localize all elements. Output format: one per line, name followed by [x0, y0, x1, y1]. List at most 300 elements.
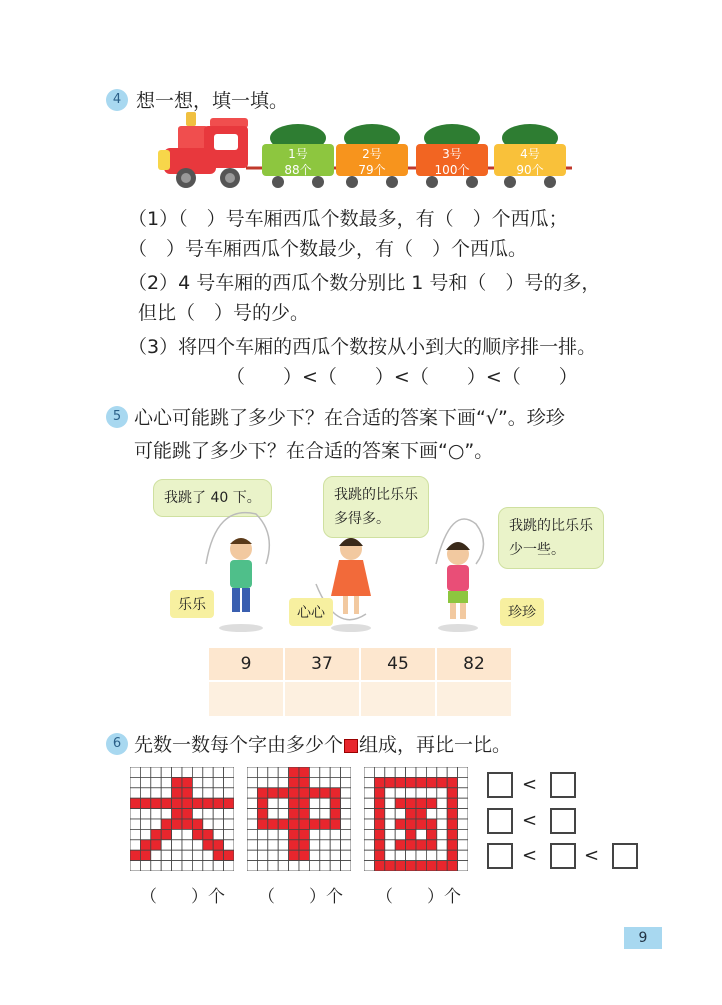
empty-cell [161, 788, 171, 798]
empty-cell [309, 829, 319, 839]
empty-cell [385, 840, 395, 850]
q4-line-5: （3）将四个车厢的西瓜个数按从小到大的顺序排一排。 [128, 336, 597, 358]
filled-cell [374, 850, 384, 860]
empty-cell [151, 850, 161, 860]
filled-cell [172, 809, 182, 819]
empty-cell [364, 809, 374, 819]
empty-cell [192, 777, 202, 787]
empty-cell [247, 829, 257, 839]
filled-cell [151, 829, 161, 839]
empty-cell [257, 861, 267, 871]
empty-cell [213, 819, 223, 829]
empty-cell [278, 840, 288, 850]
empty-cell [130, 777, 140, 787]
empty-cell [341, 809, 351, 819]
filled-cell [426, 798, 436, 808]
empty-cell [385, 829, 395, 839]
empty-cell [140, 819, 150, 829]
empty-cell [213, 767, 223, 777]
car-1-count: 88个 [284, 163, 312, 177]
empty-cell [278, 777, 288, 787]
empty-cell [130, 819, 140, 829]
empty-cell [341, 777, 351, 787]
empty-cell [416, 829, 426, 839]
empty-cell [320, 861, 330, 871]
filled-cell [289, 777, 299, 787]
filled-cell [299, 798, 309, 808]
answer-mark-cell[interactable] [284, 681, 360, 717]
car-1-name: 1号 [288, 147, 308, 161]
empty-cell [151, 819, 161, 829]
bubble-zhenzhen-line-2: 少一些。 [509, 542, 565, 558]
compare-box[interactable] [550, 808, 576, 834]
empty-cell [151, 788, 161, 798]
option-cell: 9 [208, 647, 284, 681]
filled-cell [447, 829, 457, 839]
filled-cell [161, 829, 171, 839]
filled-cell [374, 840, 384, 850]
filled-cell [161, 819, 171, 829]
name-tag-xinxin: 心心 [289, 598, 333, 626]
question-number-5: 5 [106, 406, 128, 428]
empty-cell [151, 809, 161, 819]
empty-cell [182, 850, 192, 860]
filled-cell [289, 809, 299, 819]
empty-cell [257, 767, 267, 777]
filled-cell [330, 788, 340, 798]
empty-cell [364, 819, 374, 829]
empty-cell [364, 850, 374, 860]
filled-cell [213, 840, 223, 850]
filled-cell [416, 819, 426, 829]
filled-cell [192, 798, 202, 808]
empty-cell [385, 850, 395, 860]
filled-cell [447, 798, 457, 808]
filled-cell [224, 850, 234, 860]
compare-box[interactable] [487, 808, 513, 834]
empty-cell [406, 788, 416, 798]
empty-cell [437, 809, 447, 819]
empty-cell [278, 767, 288, 777]
empty-cell [289, 861, 299, 871]
filled-cell [406, 777, 416, 787]
empty-cell [395, 829, 405, 839]
filled-cell [330, 819, 340, 829]
filled-cell [374, 798, 384, 808]
empty-cell [364, 829, 374, 839]
empty-cell [257, 840, 267, 850]
empty-cell [320, 829, 330, 839]
empty-cell [140, 809, 150, 819]
empty-cell [330, 861, 340, 871]
empty-cell [385, 767, 395, 777]
empty-cell [268, 777, 278, 787]
empty-cell [247, 861, 257, 871]
question-number-6: 6 [106, 733, 128, 755]
filled-cell [182, 819, 192, 829]
filled-cell [289, 850, 299, 860]
filled-cell [289, 819, 299, 829]
empty-cell [458, 767, 468, 777]
empty-cell [385, 809, 395, 819]
filled-cell [161, 798, 171, 808]
filled-cell [416, 809, 426, 819]
empty-cell [341, 819, 351, 829]
empty-cell [437, 840, 447, 850]
filled-cell [299, 777, 309, 787]
empty-cell [182, 861, 192, 871]
empty-cell [458, 788, 468, 798]
answer-options-table [207, 646, 513, 718]
empty-cell [320, 809, 330, 819]
count-blank-zhong[interactable]: （ ）个 [258, 887, 343, 907]
empty-cell [161, 850, 171, 860]
empty-cell [364, 788, 374, 798]
filled-cell [447, 850, 457, 860]
child-lele-figure [206, 513, 269, 632]
q4-line-4: 但比（ ）号的少。 [138, 302, 310, 324]
filled-cell [203, 798, 213, 808]
empty-cell [416, 767, 426, 777]
car-4-count: 90个 [516, 163, 544, 177]
bubble-zhenzhen-line-1: 我跳的比乐乐 [509, 518, 593, 534]
empty-cell [268, 829, 278, 839]
filled-cell [395, 861, 405, 871]
compare-box[interactable] [550, 772, 576, 798]
empty-cell [299, 861, 309, 871]
filled-cell [406, 819, 416, 829]
empty-cell [458, 809, 468, 819]
empty-cell [341, 861, 351, 871]
compare-box[interactable] [487, 772, 513, 798]
filled-cell [140, 798, 150, 808]
filled-cell [395, 798, 405, 808]
filled-cell [447, 861, 457, 871]
filled-cell [182, 777, 192, 787]
empty-cell [268, 767, 278, 777]
empty-cell [330, 840, 340, 850]
filled-cell [203, 829, 213, 839]
empty-cell [320, 798, 330, 808]
question-4-title: 想一想，填一填。 [136, 90, 289, 112]
empty-cell [130, 829, 140, 839]
count-blank-da[interactable]: （ ）个 [140, 887, 225, 907]
empty-cell [364, 777, 374, 787]
empty-cell [395, 788, 405, 798]
empty-cell [447, 767, 457, 777]
filled-cell [447, 840, 457, 850]
filled-cell [299, 767, 309, 777]
filled-cell [320, 819, 330, 829]
filled-cell [447, 819, 457, 829]
empty-cell [172, 850, 182, 860]
empty-cell [130, 809, 140, 819]
empty-cell [257, 777, 267, 787]
empty-cell [278, 850, 288, 860]
answer-mark-cell[interactable] [208, 681, 284, 717]
empty-cell [330, 767, 340, 777]
empty-cell [151, 861, 161, 871]
answer-mark-cell[interactable] [436, 681, 512, 717]
empty-cell [224, 819, 234, 829]
less-than-sign: < [584, 845, 600, 866]
filled-cell [426, 777, 436, 787]
empty-cell [130, 767, 140, 777]
empty-cell [426, 767, 436, 777]
filled-cell [182, 809, 192, 819]
empty-cell [458, 777, 468, 787]
empty-cell [224, 767, 234, 777]
empty-cell [406, 850, 416, 860]
filled-cell [182, 798, 192, 808]
empty-cell [161, 861, 171, 871]
filled-cell [374, 829, 384, 839]
empty-cell [203, 850, 213, 860]
filled-cell [437, 777, 447, 787]
filled-cell [172, 777, 182, 787]
filled-cell [406, 840, 416, 850]
empty-cell [364, 840, 374, 850]
empty-cell [437, 850, 447, 860]
filled-cell [406, 798, 416, 808]
filled-cell [289, 798, 299, 808]
filled-cell [151, 798, 161, 808]
empty-cell [309, 861, 319, 871]
empty-cell [268, 861, 278, 871]
answer-mark-cell[interactable] [360, 681, 436, 717]
empty-cell [130, 861, 140, 871]
filled-cell [257, 788, 267, 798]
filled-cell [268, 819, 278, 829]
empty-cell [268, 798, 278, 808]
character-grid-guo [364, 767, 468, 871]
empty-cell [395, 767, 405, 777]
filled-cell [172, 788, 182, 798]
empty-cell [458, 798, 468, 808]
jumping-children-illustration [196, 504, 506, 634]
empty-cell [385, 819, 395, 829]
empty-cell [278, 829, 288, 839]
filled-cell [192, 829, 202, 839]
empty-cell [416, 850, 426, 860]
filled-cell [299, 850, 309, 860]
empty-cell [309, 809, 319, 819]
count-blank-guo[interactable]: （ ）个 [376, 887, 461, 907]
empty-cell [374, 767, 384, 777]
filled-cell [406, 809, 416, 819]
empty-cell [257, 829, 267, 839]
filled-cell [130, 850, 140, 860]
empty-cell [320, 777, 330, 787]
question-number-4: 4 [106, 89, 128, 111]
empty-cell [192, 861, 202, 871]
empty-cell [341, 850, 351, 860]
filled-cell [447, 809, 457, 819]
empty-cell [247, 788, 257, 798]
train-car-2 [336, 124, 408, 188]
filled-cell [374, 809, 384, 819]
empty-cell [192, 767, 202, 777]
empty-cell [416, 788, 426, 798]
filled-cell [374, 777, 384, 787]
empty-cell [247, 850, 257, 860]
empty-cell [341, 798, 351, 808]
empty-cell [224, 777, 234, 787]
empty-cell [395, 809, 405, 819]
filled-cell [172, 798, 182, 808]
filled-cell [416, 840, 426, 850]
empty-cell [437, 788, 447, 798]
empty-cell [172, 861, 182, 871]
grid-da-cells [130, 767, 234, 871]
empty-cell [213, 777, 223, 787]
empty-cell [320, 840, 330, 850]
filled-cell [278, 819, 288, 829]
empty-cell [426, 809, 436, 819]
empty-cell [426, 850, 436, 860]
filled-cell [299, 819, 309, 829]
q4-line-2: （ ）号车厢西瓜个数最少，有（ ）个西瓜。 [128, 238, 528, 260]
empty-cell [161, 840, 171, 850]
train-car-3 [416, 124, 488, 188]
filled-cell [374, 819, 384, 829]
filled-cell [406, 829, 416, 839]
empty-cell [224, 809, 234, 819]
empty-cell [213, 788, 223, 798]
empty-cell [247, 809, 257, 819]
car-4-name: 4号 [520, 147, 540, 161]
empty-cell [458, 850, 468, 860]
bubble-lele-text: 我跳了 40 下。 [164, 490, 261, 506]
option-cell: 82 [436, 647, 512, 681]
filled-cell [426, 861, 436, 871]
empty-cell [130, 788, 140, 798]
empty-cell [247, 840, 257, 850]
empty-cell [309, 850, 319, 860]
empty-cell [161, 809, 171, 819]
empty-cell [268, 809, 278, 819]
empty-cell [140, 788, 150, 798]
filled-cell [395, 777, 405, 787]
grid-guo-cells [364, 767, 468, 871]
child-zhenzhen-figure [436, 519, 484, 632]
question-6-title [134, 730, 511, 757]
empty-cell [458, 819, 468, 829]
empty-cell [172, 840, 182, 850]
filled-cell [416, 861, 426, 871]
empty-cell [182, 840, 192, 850]
empty-cell [268, 840, 278, 850]
q4-line-1: （1）（ ）号车厢西瓜个数最多，有（ ）个西瓜； [128, 208, 568, 230]
compare-box[interactable] [612, 843, 638, 869]
empty-cell [309, 840, 319, 850]
filled-cell [257, 798, 267, 808]
train-car-1 [262, 124, 334, 188]
bubble-xinxin-line-2: 多得多。 [334, 511, 390, 527]
empty-cell [140, 829, 150, 839]
name-tag-zhenzhen: 珍珍 [500, 598, 544, 626]
empty-cell [385, 788, 395, 798]
page-number: 9 [624, 927, 662, 949]
empty-cell [330, 850, 340, 860]
q4-line-3: （2）4 号车厢的西瓜个数分别比 1 号和（ ）号的多， [128, 272, 601, 294]
empty-cell [140, 767, 150, 777]
grid-zhong-cells [247, 767, 351, 871]
empty-cell [341, 767, 351, 777]
empty-cell [395, 850, 405, 860]
empty-cell [140, 861, 150, 871]
less-than-sign: < [522, 810, 538, 831]
empty-cell [151, 777, 161, 787]
empty-cell [437, 829, 447, 839]
option-cell: 45 [360, 647, 436, 681]
empty-cell [203, 861, 213, 871]
filled-cell [447, 777, 457, 787]
empty-cell [224, 788, 234, 798]
empty-cell [203, 809, 213, 819]
empty-cell [182, 829, 192, 839]
filled-cell [330, 809, 340, 819]
empty-cell [268, 850, 278, 860]
empty-cell [320, 767, 330, 777]
empty-cell [130, 840, 140, 850]
empty-cell [203, 788, 213, 798]
empty-cell [203, 777, 213, 787]
q4-order-blanks: （ ）<（ ）<（ ）<（ ） [226, 366, 578, 388]
filled-cell [416, 777, 426, 787]
compare-box[interactable] [550, 843, 576, 869]
empty-cell [309, 798, 319, 808]
filled-cell [309, 819, 319, 829]
filled-cell [289, 788, 299, 798]
empty-cell [224, 840, 234, 850]
filled-cell [437, 861, 447, 871]
empty-cell [437, 819, 447, 829]
filled-cell [385, 777, 395, 787]
empty-cell [426, 788, 436, 798]
empty-cell [192, 788, 202, 798]
filled-cell [172, 819, 182, 829]
q6-title-before: 先数一数每个字由多少个 [134, 734, 344, 756]
empty-cell [364, 767, 374, 777]
empty-cell [247, 798, 257, 808]
filled-cell [257, 819, 267, 829]
empty-cell [203, 767, 213, 777]
compare-box[interactable] [487, 843, 513, 869]
filled-cell [182, 788, 192, 798]
filled-cell [213, 850, 223, 860]
filled-cell [299, 788, 309, 798]
filled-cell [213, 798, 223, 808]
q5-line-1: 心心可能跳了多少下？在合适的答案下画“√”。珍珍 [134, 407, 565, 429]
empty-cell [161, 767, 171, 777]
empty-cell [247, 819, 257, 829]
empty-cell [364, 861, 374, 871]
empty-cell [341, 840, 351, 850]
filled-cell [140, 840, 150, 850]
filled-cell [426, 819, 436, 829]
filled-cell [385, 861, 395, 871]
empty-cell [172, 767, 182, 777]
empty-cell [278, 798, 288, 808]
empty-cell [192, 809, 202, 819]
red-square-icon [344, 739, 358, 753]
empty-cell [458, 840, 468, 850]
character-grid-zhong [247, 767, 351, 871]
empty-cell [213, 809, 223, 819]
character-grid-da [130, 767, 234, 871]
empty-cell [458, 861, 468, 871]
